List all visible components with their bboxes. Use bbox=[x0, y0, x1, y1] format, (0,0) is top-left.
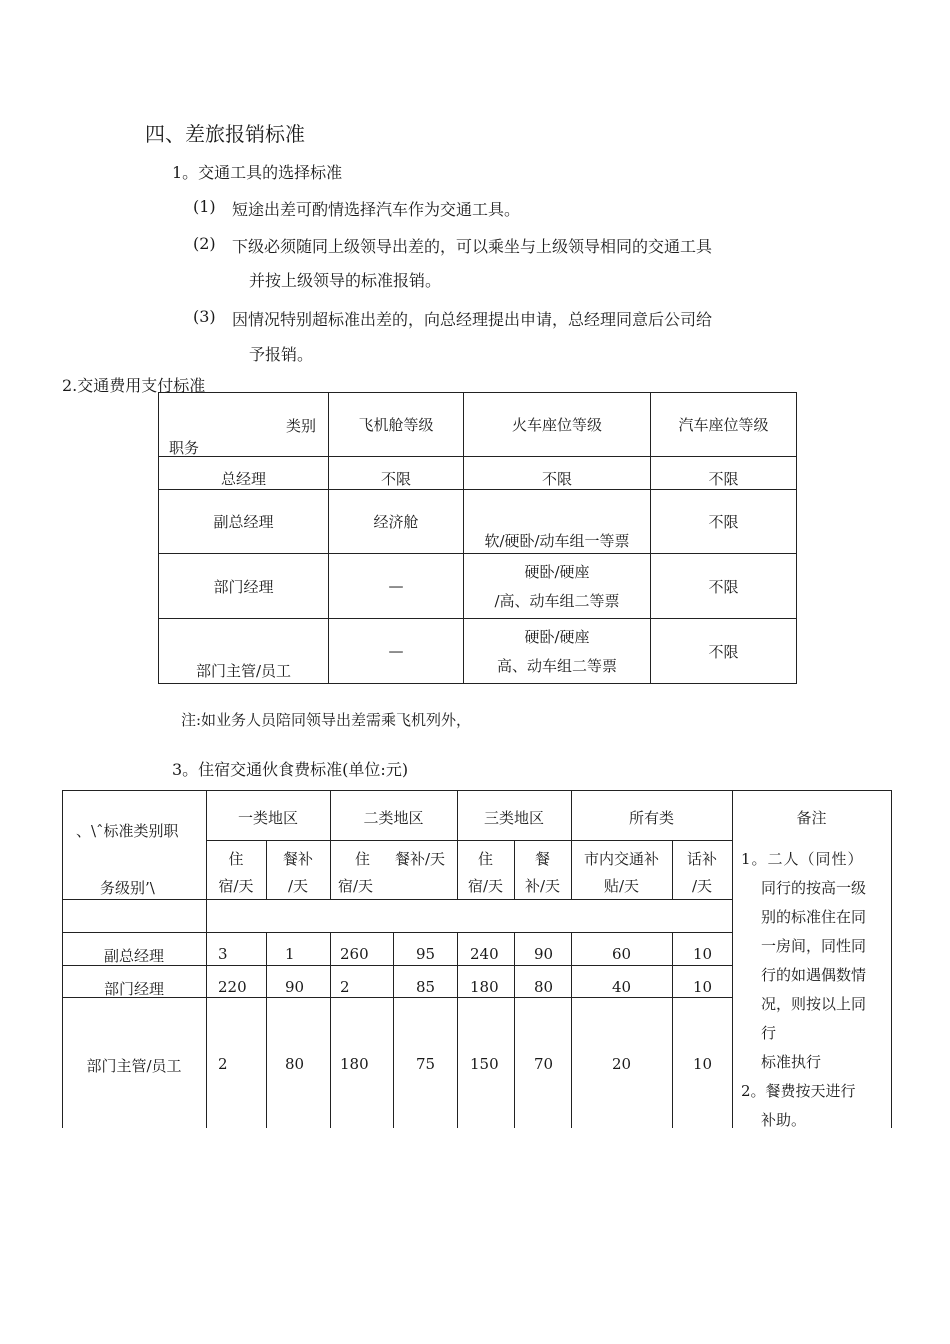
value-cell: 260 bbox=[340, 945, 369, 963]
value-cell: 80 bbox=[534, 978, 554, 996]
value-cell: 20 bbox=[611, 1055, 632, 1073]
sub-header: 宿/天 bbox=[467, 877, 504, 895]
train-line-2: /高、动车组二等票 bbox=[494, 592, 620, 610]
value-cell: 85 bbox=[416, 978, 436, 996]
sub-header: 餐补/天 bbox=[395, 850, 446, 868]
value-cell: 150 bbox=[470, 1055, 499, 1073]
value-cell: 240 bbox=[470, 945, 499, 963]
item-1-num: (1) bbox=[193, 197, 216, 216]
sec1-title: 1。交通工具的选择标准 bbox=[172, 163, 343, 182]
region-2: 二类地区 bbox=[363, 809, 424, 827]
role-cell: 部门经理 bbox=[159, 554, 329, 619]
item-3-text-cont: 予报销。 bbox=[249, 345, 314, 364]
role-cell: 部门主管/员工 bbox=[86, 1057, 182, 1075]
corner-category: 类别 bbox=[285, 417, 316, 435]
bus-cell: 不限 bbox=[651, 490, 797, 554]
plane-cell: 经济舱 bbox=[329, 490, 464, 554]
train-cell: 不限 bbox=[464, 457, 651, 490]
remark-line: 行的如遇偶数情 bbox=[761, 966, 867, 984]
remark-line: 2。餐费按天进行 bbox=[741, 1082, 856, 1100]
item-3-num: (3) bbox=[193, 307, 216, 326]
header-corner bbox=[159, 393, 329, 457]
sub-header: 住 bbox=[228, 850, 244, 868]
value-cell: 70 bbox=[534, 1055, 554, 1073]
header-train: 火车座位等级 bbox=[464, 393, 651, 457]
header-plane: 飞机舱等级 bbox=[329, 393, 464, 457]
value-cell: 2 bbox=[340, 978, 350, 996]
item-2-num: (2) bbox=[193, 234, 216, 253]
remark-line: 标准执行 bbox=[761, 1053, 822, 1071]
sub-header: 住 bbox=[355, 850, 371, 868]
role-cell: 总经理 bbox=[159, 457, 329, 490]
sub-header: 住 bbox=[477, 850, 493, 868]
value-cell: 90 bbox=[534, 945, 554, 963]
bus-cell: 不限 bbox=[651, 554, 797, 619]
sub-header: /天 bbox=[287, 877, 309, 895]
value-cell: 220 bbox=[218, 978, 247, 996]
remark-line: 1。二人（同性） bbox=[741, 850, 864, 868]
remark-line: 行 bbox=[761, 1024, 777, 1042]
sub-header: 补/天 bbox=[524, 877, 561, 895]
plane-cell: — bbox=[329, 619, 464, 684]
train-cell: 软/硬卧/动车组一等票 bbox=[464, 490, 651, 554]
plane-cell: — bbox=[329, 554, 464, 619]
header-bus: 汽车座位等级 bbox=[651, 393, 797, 457]
value-cell: 10 bbox=[693, 1055, 713, 1073]
bus-cell: 不限 bbox=[651, 619, 797, 684]
region-3: 三类地区 bbox=[483, 809, 544, 827]
sub-header: 餐补 bbox=[282, 850, 313, 868]
remark-line: 别的标准住在同 bbox=[761, 908, 867, 926]
role-cell: 部门经理 bbox=[103, 980, 164, 998]
train-cell bbox=[464, 619, 651, 684]
plane-cell: 不限 bbox=[329, 457, 464, 490]
value-cell: 60 bbox=[611, 945, 632, 963]
remark-line: 况，则按以上同 bbox=[761, 995, 867, 1013]
corner-top: 、\ˆ标准类别职 bbox=[76, 822, 179, 840]
value-cell: 3 bbox=[218, 945, 228, 963]
sub-header: 宿/天 bbox=[338, 877, 374, 895]
value-cell: 10 bbox=[693, 978, 713, 996]
region-all: 所有类 bbox=[628, 809, 674, 827]
item-2-text: 下级必须随同上级领导出差的，可以乘坐与上级领导相同的交通工具 bbox=[232, 237, 713, 256]
value-cell: 10 bbox=[693, 945, 713, 963]
train-cell bbox=[464, 554, 651, 619]
remark-line: 同行的按高一级 bbox=[761, 879, 867, 897]
value-cell: 180 bbox=[340, 1055, 369, 1073]
sec2-title: 2.交通费用支付标准 bbox=[62, 376, 206, 395]
remark-line: 补助。 bbox=[761, 1111, 807, 1129]
value-cell: 40 bbox=[611, 978, 632, 996]
corner-bottom: 务级别’\ bbox=[100, 879, 155, 897]
remarks-header: 备注 bbox=[796, 809, 827, 827]
train-line-2: 高、动车组二等票 bbox=[496, 657, 617, 675]
remark-line: 一房间，同性同 bbox=[761, 937, 867, 955]
train-line-1: 硬卧/硬座 bbox=[524, 563, 590, 581]
sub-header: 宿/天 bbox=[218, 877, 254, 895]
train-line-1: 硬卧/硬座 bbox=[524, 628, 590, 646]
value-cell: 80 bbox=[285, 1055, 305, 1073]
item-1-text: 短途出差可酌情选择汽车作为交通工具。 bbox=[232, 200, 521, 219]
value-cell: 180 bbox=[470, 978, 499, 996]
sub-header: 贴/天 bbox=[603, 877, 640, 895]
value-cell: 90 bbox=[285, 978, 305, 996]
sub-header: 话补 bbox=[686, 850, 717, 868]
sub-header: 市内交通补 bbox=[583, 850, 659, 868]
value-cell: 95 bbox=[416, 945, 436, 963]
item-2-text-cont: 并按上级领导的标准报销。 bbox=[249, 271, 442, 290]
role-cell: 部门主管/员工 bbox=[159, 619, 329, 684]
region-1: 一类地区 bbox=[237, 809, 298, 827]
role-cell: 副总经理 bbox=[103, 947, 164, 965]
sub-header: 餐 bbox=[534, 850, 550, 868]
item-3-text: 因情况特别超标准出差的，向总经理提出申请，总经理同意后公司给 bbox=[232, 310, 713, 329]
value-cell: 1 bbox=[285, 945, 295, 963]
value-cell: 2 bbox=[218, 1055, 228, 1073]
corner-role: 职务 bbox=[169, 439, 200, 457]
sec3-title: 3。住宿交通伙食费标准(单位:元) bbox=[172, 760, 409, 779]
transport-table bbox=[158, 392, 797, 684]
sub-header: /天 bbox=[691, 877, 713, 895]
role-cell: 副总经理 bbox=[159, 490, 329, 554]
section-heading: 四、差旅报销标准 bbox=[145, 122, 305, 146]
bus-cell: 不限 bbox=[651, 457, 797, 490]
sec2-note: 注:如业务人员陪同领导出差需乘飞机列外， bbox=[181, 711, 472, 729]
value-cell: 75 bbox=[416, 1055, 436, 1073]
